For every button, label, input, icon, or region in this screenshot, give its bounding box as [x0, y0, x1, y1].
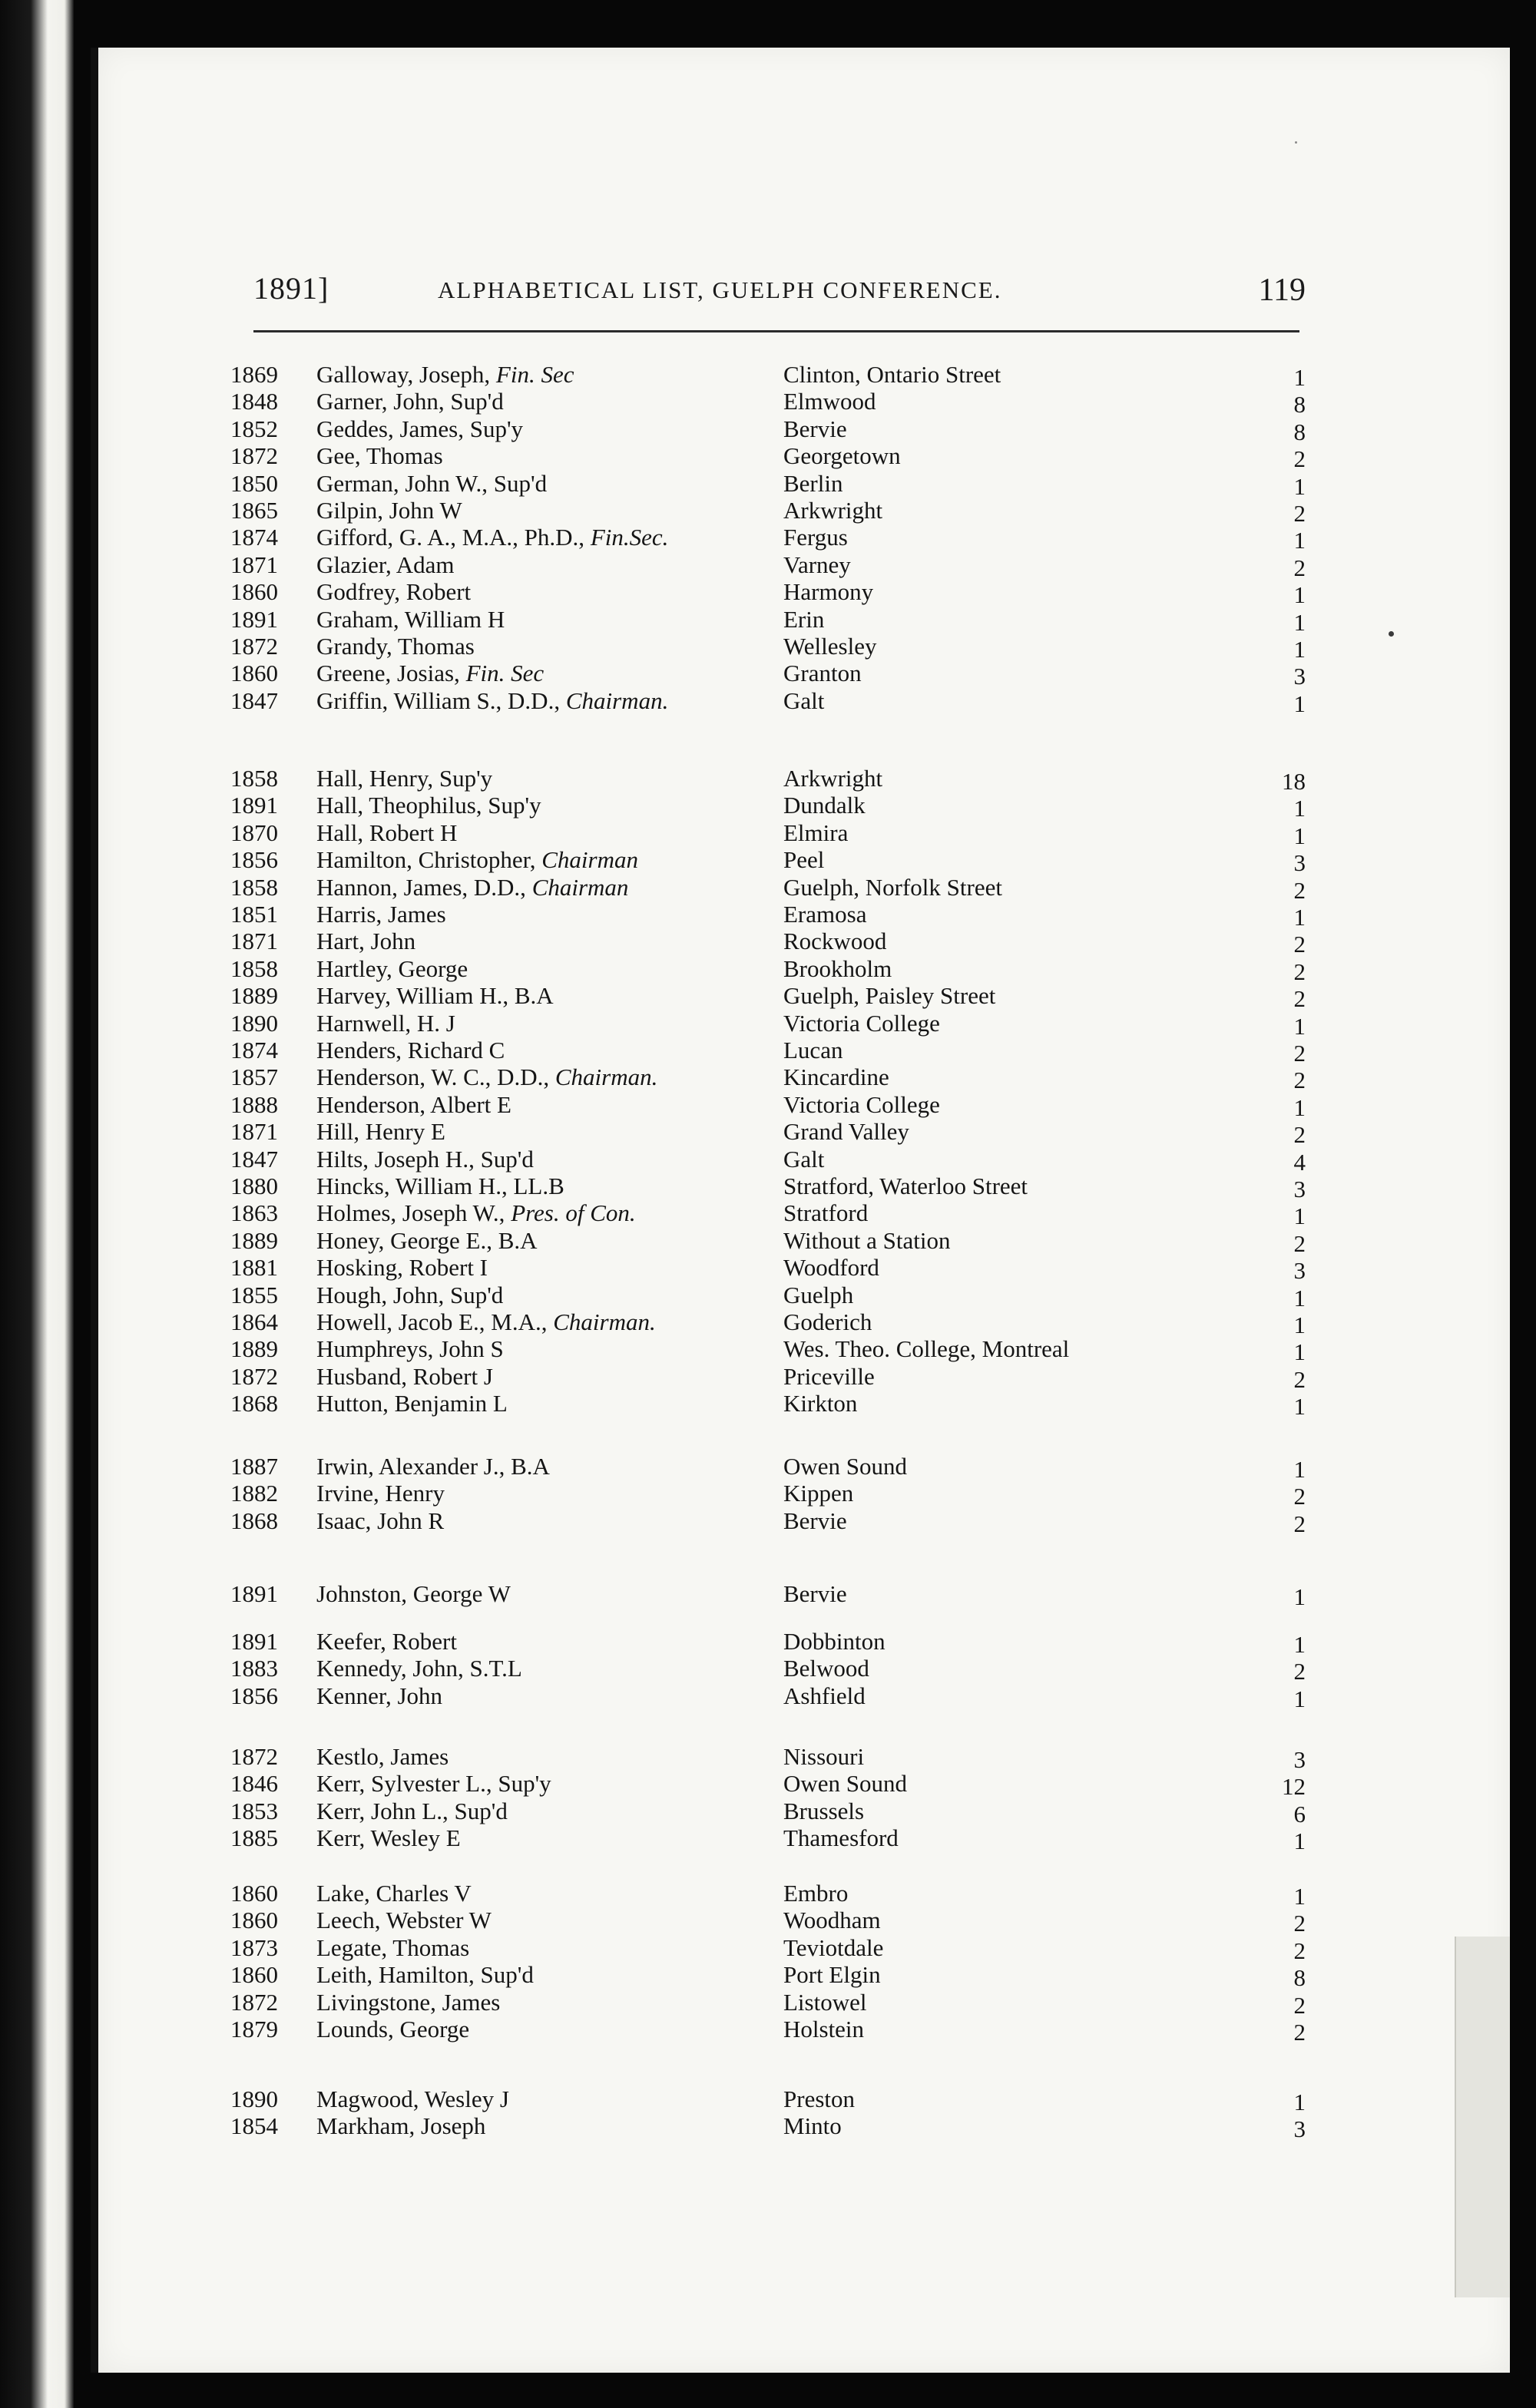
- entry-role: Chairman.: [553, 1308, 656, 1335]
- list-item: [230, 2112, 1306, 2140]
- list-item: [230, 819, 1306, 847]
- entry-role: Fin. Sec: [495, 361, 574, 388]
- entry-years-count: 1: [1293, 1456, 1306, 1483]
- entry-years-count: 1: [1293, 1013, 1306, 1040]
- entry-year: 1858: [230, 955, 278, 982]
- entry-year: 1890: [230, 1010, 278, 1037]
- entry-name-text: Gifford, G. A., M.A., Ph.D.,: [316, 524, 591, 551]
- list-item: [230, 1907, 1306, 1937]
- list-item: [230, 470, 1306, 498]
- entry-years-count: 1: [1293, 1202, 1306, 1229]
- entry-years-count: 2: [1293, 500, 1306, 527]
- entry-years-count: 2: [1293, 1040, 1306, 1067]
- entry-station: Stratford, Waterloo Street: [783, 1173, 1028, 1199]
- entry-year: 1852: [230, 415, 278, 442]
- entry-station: Minto: [783, 2112, 842, 2139]
- entry-station: Bervie: [783, 1507, 847, 1534]
- entry-year: 1880: [230, 1173, 278, 1199]
- entry-years-count: 1: [1293, 822, 1306, 849]
- entry-year: 1872: [230, 1363, 278, 1390]
- list-item: [230, 497, 1306, 527]
- entry-year: 1873: [230, 1934, 278, 1961]
- entry-station: Berlin: [783, 470, 843, 497]
- entry-station: Owen Sound: [783, 1453, 908, 1480]
- entry-station: Dobbinton: [783, 1628, 886, 1655]
- list-item: [230, 1037, 1306, 1067]
- list-item: [230, 442, 1306, 470]
- entry-name-text: Henderson, Albert E: [316, 1091, 511, 1118]
- entry-years-count: 1: [1293, 1583, 1306, 1610]
- entry-years-count: 1: [1293, 473, 1306, 500]
- entry-year: 1863: [230, 1199, 278, 1226]
- entry-name-text: Hutton, Benjamin L: [316, 1390, 508, 1417]
- entry-name-text: Hosking, Robert I: [316, 1254, 488, 1281]
- list-item: [230, 874, 1306, 904]
- list-item: [230, 1682, 1306, 1710]
- entry-name-text: Garner, John, Sup'd: [316, 388, 504, 415]
- entry-station: Erin: [783, 606, 825, 633]
- entry-years-count: 1: [1293, 1883, 1306, 1910]
- list-item: [230, 551, 1306, 579]
- entry-years-count: 1: [1293, 581, 1306, 608]
- entry-name-text: Markham, Joseph: [316, 2112, 486, 2139]
- entry-years-count: 1: [1293, 636, 1306, 663]
- list-item: [230, 1989, 1306, 2019]
- entry-role: Fin.Sec.: [590, 524, 669, 551]
- entry-years-count: 3: [1293, 1257, 1306, 1284]
- entry-years-count: 2: [1293, 554, 1306, 581]
- entry-year: 1891: [230, 1580, 278, 1607]
- entry-year: 1890: [230, 2086, 278, 2112]
- entry-year: 1854: [230, 2112, 278, 2139]
- entry-year: 1891: [230, 792, 278, 819]
- entry-years-count: 1: [1293, 527, 1306, 554]
- entry-role: Fin. Sec: [465, 660, 545, 686]
- list-item: [230, 955, 1306, 983]
- entry-station: Elmira: [783, 819, 849, 846]
- entry-name-text: Hall, Theophilus, Sup'y: [316, 792, 541, 819]
- entry-station: Owen Sound: [783, 1770, 908, 1797]
- list-item: [230, 792, 1306, 822]
- entry-name-text: Hincks, William H., LL.B: [316, 1173, 564, 1199]
- list-item: [230, 1390, 1306, 1420]
- entry-station: Guelph: [783, 1282, 854, 1308]
- entry-years-count: 6: [1293, 1801, 1306, 1828]
- entry-year: 1856: [230, 846, 278, 873]
- list-item: [230, 1335, 1306, 1363]
- list-item: [230, 361, 1306, 389]
- entry-station: Woodham: [783, 1907, 881, 1933]
- entry-name-text: Hannon, James, D.D.,: [316, 874, 532, 901]
- entry-year: 1869: [230, 361, 278, 388]
- entry-station: Lucan: [783, 1037, 843, 1063]
- entry-year: 1855: [230, 1282, 278, 1308]
- entry-name-text: German, John W., Sup'd: [316, 470, 548, 497]
- list-item: [230, 1063, 1306, 1091]
- entry-name-text: Harris, James: [316, 901, 446, 928]
- entry-name-text: Legate, Thomas: [316, 1934, 470, 1961]
- entry-name-text: Griffin, William S., D.D.,: [316, 687, 566, 714]
- entry-station: Kirkton: [783, 1390, 858, 1417]
- entry-name-text: Irwin, Alexander J., B.A: [316, 1453, 550, 1480]
- entry-year: 1874: [230, 1037, 278, 1063]
- entry-station: Brussels: [783, 1798, 865, 1824]
- list-item: [230, 1091, 1306, 1119]
- list-item: [230, 2086, 1306, 2113]
- entry-year: 1887: [230, 1453, 278, 1480]
- entry-year: 1871: [230, 928, 278, 954]
- entry-years-count: 2: [1293, 1483, 1306, 1510]
- entry-name-text: Henders, Richard C: [316, 1037, 505, 1063]
- entry-name-text: Hart, John: [316, 928, 416, 954]
- entry-name-text: Hamilton, Christopher,: [316, 846, 542, 873]
- entry-name-text: Kerr, John L., Sup'd: [316, 1798, 508, 1824]
- entry-name-text: Livingstone, James: [316, 1989, 501, 2016]
- list-item: [230, 1010, 1306, 1040]
- list-item: [230, 1507, 1306, 1535]
- entry-year: 1868: [230, 1390, 278, 1417]
- entry-name-text: Holmes, Joseph W.,: [316, 1199, 511, 1226]
- entry-year: 1856: [230, 1682, 278, 1709]
- list-item: [230, 1880, 1306, 1910]
- running-head: [253, 270, 1306, 309]
- entry-years-count: 1: [1293, 1631, 1306, 1658]
- entry-station: Embro: [783, 1880, 849, 1907]
- entry-year: 1847: [230, 687, 278, 714]
- list-item: [230, 606, 1306, 636]
- list-item: [230, 2016, 1306, 2046]
- entry-station: Peel: [783, 846, 825, 873]
- entry-name-text: Harvey, William H., B.A: [316, 982, 554, 1009]
- entry-station: Woodford: [783, 1254, 879, 1281]
- list-item: [230, 633, 1306, 663]
- entry-station: Rockwood: [783, 928, 887, 954]
- entry-year: 1858: [230, 765, 278, 792]
- entry-station: Galt: [783, 687, 825, 714]
- entry-name-text: Kenner, John: [316, 1682, 443, 1709]
- entry-year: 1847: [230, 1146, 278, 1173]
- entry-year: 1885: [230, 1824, 278, 1851]
- entry-year: 1891: [230, 1628, 278, 1655]
- entry-name-text: Kestlo, James: [316, 1743, 449, 1770]
- entry-years-count: 1: [1293, 795, 1306, 822]
- entry-year: 1881: [230, 1254, 278, 1281]
- entry-years-count: 2: [1293, 1366, 1306, 1393]
- entry-station: Fergus: [783, 524, 848, 551]
- list-item: [230, 1308, 1306, 1336]
- entry-role: Pres. of Con.: [511, 1199, 636, 1226]
- entry-name-text: Galloway, Joseph,: [316, 361, 496, 388]
- list-item: [230, 1743, 1306, 1771]
- entry-name-text: Isaac, John R: [316, 1507, 445, 1534]
- entry-station: Grand Valley: [783, 1118, 909, 1145]
- entry-station: Bervie: [783, 1580, 847, 1607]
- list-item: [230, 1934, 1306, 1962]
- entry-name-text: Hough, John, Sup'd: [316, 1282, 504, 1308]
- entry-years-count: 2: [1293, 958, 1306, 985]
- entry-years-count: 1: [1293, 364, 1306, 391]
- entry-years-count: 2: [1293, 1121, 1306, 1148]
- entry-name-text: Henderson, W. C., D.D.,: [316, 1063, 555, 1090]
- list-item: [230, 1480, 1306, 1510]
- entry-name-text: Grandy, Thomas: [316, 633, 475, 660]
- entry-years-count: 2: [1293, 1658, 1306, 1685]
- entry-name-text: Hall, Henry, Sup'y: [316, 765, 493, 792]
- entry-station: Kincardine: [783, 1063, 889, 1090]
- list-item: [230, 1146, 1306, 1176]
- entry-name-text: Keefer, Robert: [316, 1628, 457, 1655]
- entry-name-text: Hilts, Joseph H., Sup'd: [316, 1146, 534, 1173]
- entry-years-count: 4: [1293, 1149, 1306, 1176]
- entry-years-count: 2: [1293, 1992, 1306, 2019]
- entry-station: Arkwright: [783, 765, 883, 792]
- entry-year: 1865: [230, 497, 278, 524]
- entry-years-count: 2: [1293, 1230, 1306, 1257]
- entry-name-text: Howell, Jacob E., M.A.,: [316, 1308, 554, 1335]
- entry-years-count: 1: [1293, 1312, 1306, 1338]
- entry-year: 1846: [230, 1770, 278, 1797]
- entry-station: Granton: [783, 660, 862, 686]
- list-item: [230, 846, 1306, 874]
- list-item: [230, 1453, 1306, 1483]
- entry-year: 1891: [230, 606, 278, 633]
- entry-name-text: Irvine, Henry: [316, 1480, 445, 1507]
- entry-years-count: 1: [1293, 904, 1306, 931]
- entry-station: Elmwood: [783, 388, 876, 415]
- list-item: [230, 1580, 1306, 1608]
- entry-name-text: Greene, Josias,: [316, 660, 466, 686]
- entry-station: Holstein: [783, 2016, 865, 2043]
- list-item: [230, 1199, 1306, 1227]
- entry-years-count: 2: [1293, 931, 1306, 958]
- entry-year: 1848: [230, 388, 278, 415]
- list-item: [230, 765, 1306, 795]
- entry-years-count: 1: [1293, 1094, 1306, 1121]
- entry-years-count: 3: [1293, 663, 1306, 690]
- entry-years-count: 2: [1293, 985, 1306, 1012]
- entry-years-count: 1: [1293, 1828, 1306, 1854]
- list-item: [230, 1628, 1306, 1656]
- entry-year: 1860: [230, 1907, 278, 1933]
- ink-speck: [1389, 631, 1394, 637]
- entry-year: 1872: [230, 1743, 278, 1770]
- entry-name-text: Gee, Thomas: [316, 442, 443, 469]
- list-item: [230, 1824, 1306, 1852]
- entry-years-count: 1: [1293, 609, 1306, 636]
- entry-station: Victoria College: [783, 1010, 940, 1037]
- entry-years-count: 2: [1293, 1937, 1306, 1964]
- entry-station: Port Elgin: [783, 1961, 881, 1988]
- entry-name-text: Kennedy, John, S.T.L: [316, 1655, 522, 1682]
- entry-name-text: Hill, Henry E: [316, 1118, 445, 1145]
- entry-years-count: 2: [1293, 445, 1306, 472]
- entry-station: Nissouri: [783, 1743, 865, 1770]
- entry-station: Belwood: [783, 1655, 869, 1682]
- entry-year: 1889: [230, 1227, 278, 1254]
- entry-years-count: 2: [1293, 1910, 1306, 1937]
- entry-years-count: 1: [1293, 2089, 1306, 2115]
- entry-station: Stratford: [783, 1199, 869, 1226]
- entry-station: Victoria College: [783, 1091, 940, 1118]
- entry-years-count: 1: [1293, 690, 1306, 717]
- entry-station: Arkwright: [783, 497, 883, 524]
- ink-speck: [1295, 141, 1297, 144]
- list-item: [230, 1282, 1306, 1312]
- entry-name-text: Lake, Charles V: [316, 1880, 472, 1907]
- entry-role: Chairman.: [565, 687, 669, 714]
- list-item: [230, 1363, 1306, 1391]
- entry-years-count: 8: [1293, 391, 1306, 418]
- list-item: [230, 1254, 1306, 1282]
- entry-years-count: 1: [1293, 1393, 1306, 1420]
- entry-name-text: Johnston, George W: [316, 1580, 511, 1607]
- entry-station: Dundalk: [783, 792, 866, 819]
- entry-station: Kippen: [783, 1480, 854, 1507]
- list-item: [230, 1961, 1306, 1989]
- entry-name-text: Leith, Hamilton, Sup'd: [316, 1961, 534, 1988]
- entry-year: 1868: [230, 1507, 278, 1534]
- entry-years-count: 2: [1293, 1510, 1306, 1537]
- entry-name-text: Hall, Robert H: [316, 819, 458, 846]
- entry-station: Eramosa: [783, 901, 867, 928]
- entry-station: Without a Station: [783, 1227, 951, 1254]
- entry-station: Wellesley: [783, 633, 877, 660]
- list-item: [230, 660, 1306, 690]
- entry-name-text: Kerr, Sylvester L., Sup'y: [316, 1770, 551, 1797]
- list-item: [230, 388, 1306, 418]
- entry-year: 1870: [230, 819, 278, 846]
- entry-station: Guelph, Norfolk Street: [783, 874, 1002, 901]
- entry-year: 1857: [230, 1063, 278, 1090]
- list-item: [230, 1770, 1306, 1798]
- entry-year: 1860: [230, 578, 278, 605]
- entry-name-text: Magwood, Wesley J: [316, 2086, 509, 2112]
- entry-years-count: 12: [1282, 1773, 1306, 1800]
- entry-name-text: Gilpin, John W: [316, 497, 462, 524]
- entry-name-text: Kerr, Wesley E: [316, 1824, 461, 1851]
- entry-role: Chairman.: [554, 1063, 658, 1090]
- entry-station: Galt: [783, 1146, 825, 1173]
- entry-years-count: 8: [1293, 418, 1306, 445]
- entry-station: Guelph, Paisley Street: [783, 982, 996, 1009]
- page-number: 119: [1258, 273, 1306, 308]
- entry-year: 1853: [230, 1798, 278, 1824]
- entry-years-count: 3: [1293, 849, 1306, 876]
- running-head-year: 1891]: [253, 271, 329, 306]
- previous-page-edge: [0, 0, 74, 2408]
- entry-year: 1882: [230, 1480, 278, 1507]
- entry-year: 1889: [230, 982, 278, 1009]
- entry-station: Varney: [783, 551, 851, 578]
- entry-station: Bervie: [783, 415, 847, 442]
- entry-role: Chairman: [541, 846, 638, 873]
- entry-years-count: 2: [1293, 1067, 1306, 1093]
- entry-years-count: 8: [1293, 1964, 1306, 1991]
- entry-station: Wes. Theo. College, Montreal: [783, 1335, 1070, 1362]
- entry-station: Clinton, Ontario Street: [783, 361, 1001, 388]
- header-rule: [253, 330, 1299, 332]
- entry-year: 1872: [230, 633, 278, 660]
- entry-years-count: 1: [1293, 1285, 1306, 1312]
- entry-year: 1871: [230, 1118, 278, 1145]
- entry-station: Thamesford: [783, 1824, 899, 1851]
- entry-station: Priceville: [783, 1363, 875, 1390]
- list-item: [230, 928, 1306, 958]
- list-item: [230, 982, 1306, 1010]
- entry-years-count: 2: [1293, 877, 1306, 904]
- entry-year: 1860: [230, 660, 278, 686]
- entry-station: Brookholm: [783, 955, 892, 982]
- entry-name-text: Honey, George E., B.A: [316, 1227, 538, 1254]
- list-item: [230, 578, 1306, 606]
- list-item: [230, 687, 1306, 715]
- entry-station: Ashfield: [783, 1682, 866, 1709]
- entry-years-count: 2: [1293, 2019, 1306, 2046]
- entry-name-text: Geddes, James, Sup'y: [316, 415, 524, 442]
- entry-role: Chairman: [531, 874, 629, 901]
- entry-name-text: Humphreys, John S: [316, 1335, 504, 1362]
- list-item: [230, 1227, 1306, 1255]
- entry-year: 1871: [230, 551, 278, 578]
- entry-year: 1883: [230, 1655, 278, 1682]
- entry-year: 1889: [230, 1335, 278, 1362]
- list-item: [230, 415, 1306, 443]
- entry-years-count: 1: [1293, 1338, 1306, 1365]
- entry-years-count: 1: [1293, 1685, 1306, 1712]
- entry-name-text: Husband, Robert J: [316, 1363, 493, 1390]
- entry-years-count: 3: [1293, 2115, 1306, 2142]
- entry-name-text: Hartley, George: [316, 955, 468, 982]
- list-item: [230, 1798, 1306, 1828]
- entry-name-text: Leech, Webster W: [316, 1907, 492, 1933]
- entry-year: 1872: [230, 442, 278, 469]
- entry-year: 1879: [230, 2016, 278, 2043]
- entry-years-count: 3: [1293, 1746, 1306, 1773]
- page-edge-shadow: [1455, 1937, 1510, 2297]
- entry-name-text: Glazier, Adam: [316, 551, 455, 578]
- entry-year: 1850: [230, 470, 278, 497]
- entry-year: 1860: [230, 1961, 278, 1988]
- entry-name-text: Harnwell, H. J: [316, 1010, 455, 1037]
- entry-station: Georgetown: [783, 442, 901, 469]
- entry-year: 1860: [230, 1880, 278, 1907]
- entry-year: 1864: [230, 1308, 278, 1335]
- entry-years-count: 18: [1282, 768, 1306, 795]
- entry-station: Preston: [783, 2086, 855, 2112]
- running-head-title: ALPHABETICAL LIST, GUELPH CONFERENCE.: [438, 276, 1002, 303]
- list-item: [230, 1655, 1306, 1685]
- entry-year: 1858: [230, 874, 278, 901]
- list-item: [230, 524, 1306, 554]
- entry-year: 1874: [230, 524, 278, 551]
- list-item: [230, 901, 1306, 931]
- entry-year: 1888: [230, 1091, 278, 1118]
- entry-station: Harmony: [783, 578, 874, 605]
- entry-name-text: Godfrey, Robert: [316, 578, 472, 605]
- entry-year: 1872: [230, 1989, 278, 2016]
- entry-name-text: Graham, William H: [316, 606, 505, 633]
- entry-station: Teviotdale: [783, 1934, 884, 1961]
- entry-years-count: 3: [1293, 1176, 1306, 1202]
- entry-station: Listowel: [783, 1989, 867, 2016]
- entry-station: Goderich: [783, 1308, 872, 1335]
- list-item: [230, 1118, 1306, 1146]
- entry-name-text: Lounds, George: [316, 2016, 470, 2043]
- list-item: [230, 1173, 1306, 1200]
- entry-year: 1851: [230, 901, 278, 928]
